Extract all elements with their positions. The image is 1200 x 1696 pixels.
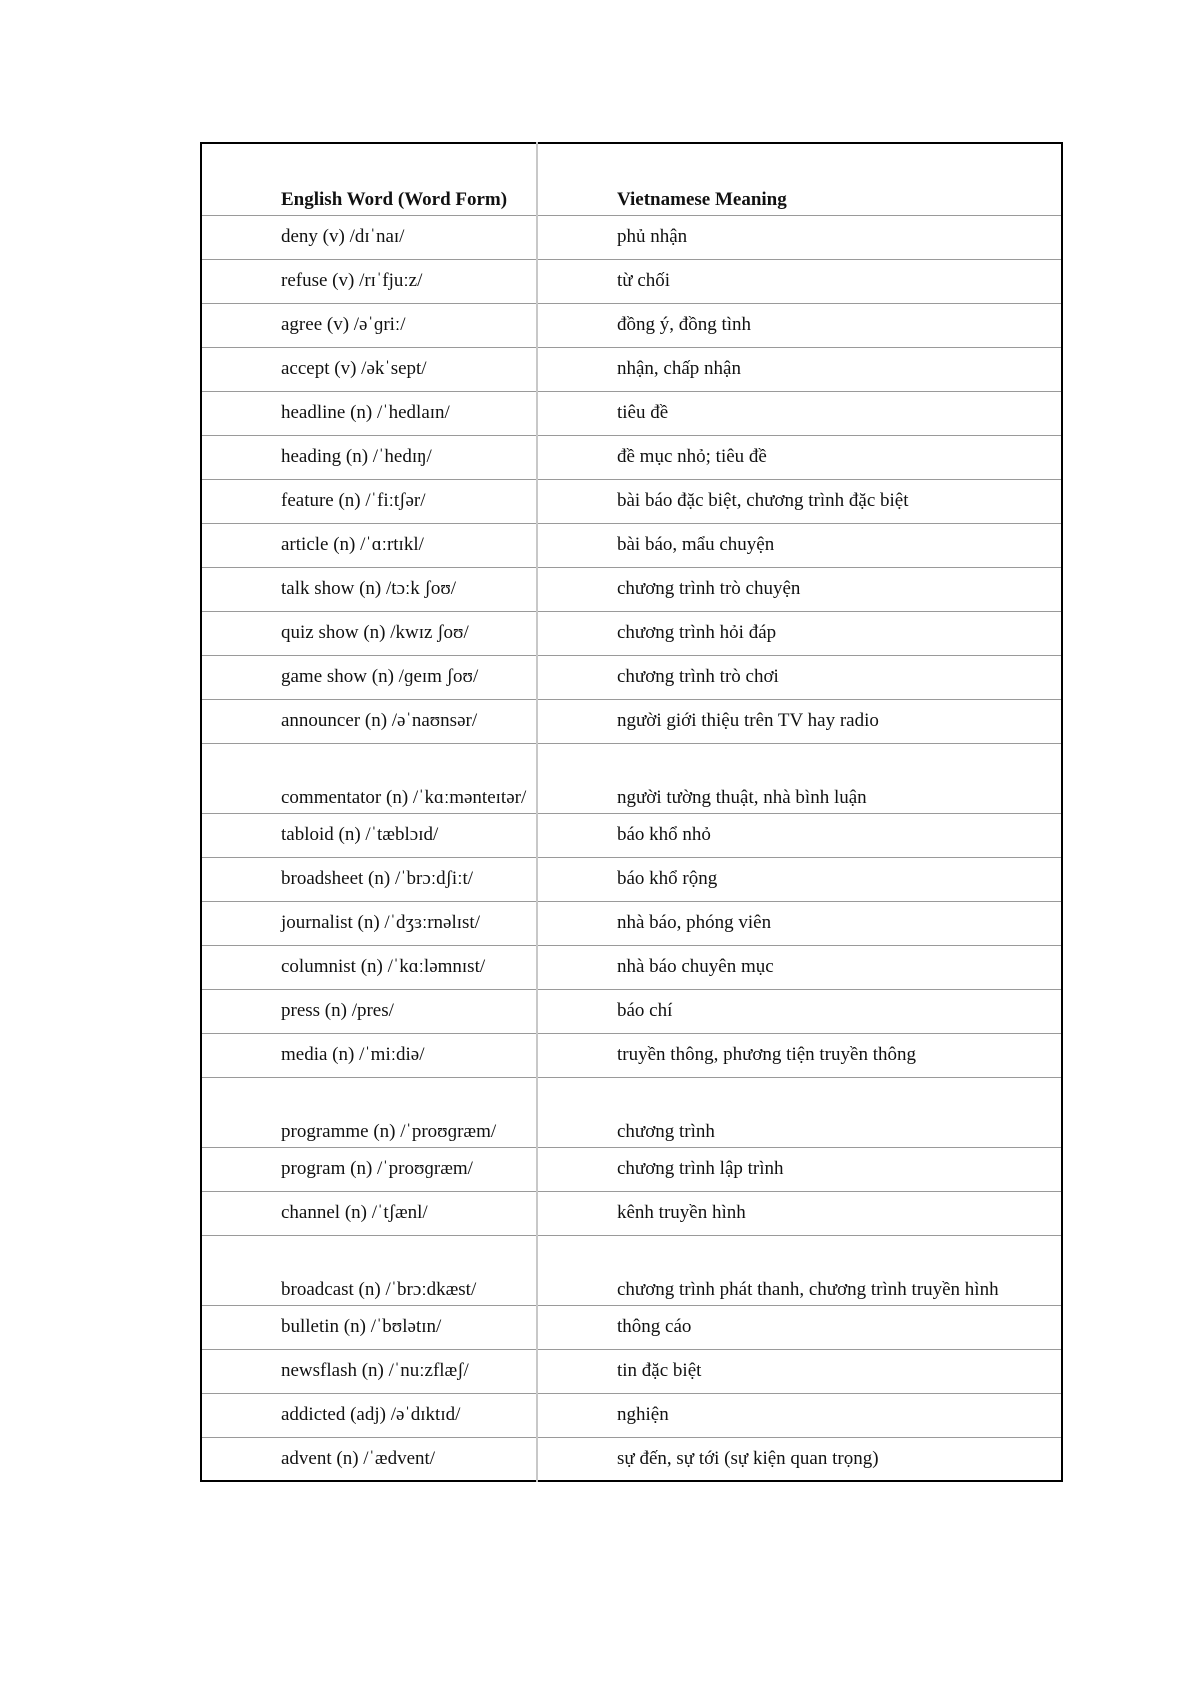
- vietnamese-meaning-text: nhận, chấp nhận: [617, 358, 741, 379]
- english-word-cell: [201, 347, 537, 391]
- english-word-text: columnist (n) /ˈkɑːləmnɪst/: [281, 956, 486, 977]
- vietnamese-meaning-cell: [537, 259, 1062, 303]
- english-word-cell: [201, 1033, 537, 1077]
- table-row: [201, 435, 1062, 479]
- vietnamese-meaning-cell: [537, 567, 1062, 611]
- english-word-cell: [201, 215, 537, 259]
- table-row: [201, 1305, 1062, 1349]
- english-word-text: announcer (n) /əˈnaʊnsər/: [281, 710, 478, 731]
- header-vietnamese-label: Vietnamese Meaning: [617, 188, 787, 210]
- english-word-text: talk show (n) /tɔːk ʃoʊ/: [281, 578, 457, 599]
- vietnamese-meaning-text: báo khổ nhỏ: [617, 824, 711, 845]
- vietnamese-meaning-text: người tường thuật, nhà bình luận: [617, 786, 867, 808]
- table-row: [201, 699, 1062, 743]
- english-word-cell: [201, 1305, 537, 1349]
- english-word-text: programme (n) /ˈproʊɡræm/: [281, 1120, 497, 1142]
- english-word-text: feature (n) /ˈfiːtʃər/: [281, 490, 426, 511]
- vietnamese-meaning-text: chương trình phát thanh, chương trình truyền hình: [617, 1278, 999, 1300]
- vietnamese-meaning-cell: [537, 1191, 1062, 1235]
- english-word-text: advent (n) /ˈædvent/: [281, 1447, 436, 1469]
- table-row: [201, 1437, 1062, 1481]
- english-word-cell: [201, 523, 537, 567]
- vietnamese-meaning-cell: [537, 303, 1062, 347]
- english-word-text: refuse (v) /rɪˈfjuːz/: [281, 270, 423, 291]
- vietnamese-meaning-cell: [537, 1305, 1062, 1349]
- vietnamese-meaning-cell: [537, 989, 1062, 1033]
- vietnamese-meaning-text: chương trình: [617, 1120, 715, 1142]
- vietnamese-meaning-cell: [537, 813, 1062, 857]
- english-word-text: game show (n) /ɡeɪm ʃoʊ/: [281, 666, 479, 687]
- vietnamese-meaning-text: báo chí: [617, 1000, 673, 1021]
- header-english-word: [201, 143, 537, 215]
- vietnamese-meaning-cell: [537, 523, 1062, 567]
- english-word-cell: [201, 1437, 537, 1481]
- vietnamese-meaning-cell: [537, 743, 1062, 813]
- header-english-label: English Word (Word Form): [281, 188, 508, 210]
- vietnamese-meaning-cell: [537, 1235, 1062, 1305]
- english-word-cell: [201, 743, 537, 813]
- english-word-cell: [201, 1235, 537, 1305]
- vietnamese-meaning-cell: [537, 1349, 1062, 1393]
- english-word-cell: [201, 391, 537, 435]
- vietnamese-meaning-text: tiêu đề: [617, 402, 669, 423]
- vietnamese-meaning-text: bài báo đặc biệt, chương trình đặc biệt: [617, 490, 909, 511]
- table-row: [201, 655, 1062, 699]
- english-word-text: channel (n) /ˈtʃænl/: [281, 1202, 428, 1223]
- english-word-cell: [201, 945, 537, 989]
- vietnamese-meaning-cell: [537, 857, 1062, 901]
- table-row: [201, 259, 1062, 303]
- english-word-cell: [201, 611, 537, 655]
- vietnamese-meaning-text: đề mục nhỏ; tiêu đề: [617, 446, 767, 467]
- vietnamese-meaning-text: chương trình trò chơi: [617, 666, 779, 687]
- vietnamese-meaning-text: chương trình hỏi đáp: [617, 622, 777, 643]
- english-word-text: broadsheet (n) /ˈbrɔːdʃiːt/: [281, 868, 474, 889]
- table-row: [201, 567, 1062, 611]
- table-header-row: [201, 143, 1062, 215]
- table-row: [201, 215, 1062, 259]
- english-word-cell: [201, 989, 537, 1033]
- english-word-cell: [201, 1349, 537, 1393]
- english-word-cell: [201, 1147, 537, 1191]
- english-word-text: program (n) /ˈproʊɡræm/: [281, 1158, 473, 1179]
- english-word-text: broadcast (n) /ˈbrɔːdkæst/: [281, 1278, 477, 1300]
- vietnamese-meaning-cell: [537, 1077, 1062, 1147]
- vietnamese-meaning-text: chương trình lập trình: [617, 1158, 784, 1179]
- vietnamese-meaning-text: kênh truyền hình: [617, 1202, 746, 1223]
- table-body: [201, 215, 1062, 1481]
- table-row: [201, 347, 1062, 391]
- vietnamese-meaning-text: từ chối: [617, 270, 671, 291]
- header-vietnamese-meaning: [537, 143, 1062, 215]
- english-word-cell: [201, 259, 537, 303]
- vietnamese-meaning-cell: [537, 435, 1062, 479]
- english-word-text: agree (v) /əˈɡriː/: [281, 314, 406, 335]
- vietnamese-meaning-text: bài báo, mẩu chuyện: [617, 534, 775, 555]
- english-word-text: press (n) /pres/: [281, 1000, 394, 1021]
- vietnamese-meaning-text: nhà báo, phóng viên: [617, 912, 772, 933]
- table-row: [201, 391, 1062, 435]
- vietnamese-meaning-cell: [537, 347, 1062, 391]
- english-word-text: journalist (n) /ˈdʒɜːrnəlɪst/: [281, 912, 480, 933]
- english-word-cell: [201, 901, 537, 945]
- table-row: [201, 901, 1062, 945]
- english-word-text: addicted (adj) /əˈdɪktɪd/: [281, 1404, 461, 1425]
- english-word-text: tabloid (n) /ˈtæblɔɪd/: [281, 824, 439, 845]
- english-word-text: accept (v) /əkˈsept/: [281, 358, 427, 379]
- english-word-text: media (n) /ˈmiːdiə/: [281, 1044, 425, 1065]
- table-row: [201, 945, 1062, 989]
- vietnamese-meaning-cell: [537, 611, 1062, 655]
- english-word-cell: [201, 813, 537, 857]
- vietnamese-meaning-text: nghiện: [617, 1404, 669, 1425]
- vietnamese-meaning-text: nhà báo chuyên mục: [617, 956, 774, 977]
- table-row: [201, 1147, 1062, 1191]
- vietnamese-meaning-text: báo khổ rộng: [617, 868, 718, 889]
- english-word-text: newsflash (n) /ˈnuːzflæʃ/: [281, 1360, 469, 1381]
- vietnamese-meaning-cell: [537, 479, 1062, 523]
- vocabulary-table: [200, 142, 1063, 1482]
- table-row: [201, 989, 1062, 1033]
- english-word-cell: [201, 655, 537, 699]
- vietnamese-meaning-cell: [537, 945, 1062, 989]
- vietnamese-meaning-text: truyền thông, phương tiện truyền thông: [617, 1044, 916, 1065]
- english-word-cell: [201, 857, 537, 901]
- english-word-text: headline (n) /ˈhedlaɪn/: [281, 402, 450, 423]
- table-row: [201, 1393, 1062, 1437]
- vietnamese-meaning-text: đồng ý, đồng tình: [617, 314, 752, 335]
- english-word-text: bulletin (n) /ˈbʊlətɪn/: [281, 1316, 442, 1337]
- english-word-text: commentator (n) /ˈkɑːmənteɪtər/: [281, 786, 527, 808]
- vietnamese-meaning-cell: [537, 655, 1062, 699]
- table-row: [201, 743, 1062, 813]
- table-row: [201, 1033, 1062, 1077]
- vietnamese-meaning-text: thông cáo: [617, 1316, 692, 1337]
- vietnamese-meaning-cell: [537, 391, 1062, 435]
- vietnamese-meaning-text: người giới thiệu trên TV hay radio: [617, 710, 879, 731]
- vietnamese-meaning-cell: [537, 1033, 1062, 1077]
- english-word-text: article (n) /ˈɑːrtɪkl/: [281, 534, 424, 555]
- english-word-text: heading (n) /ˈhedɪŋ/: [281, 446, 432, 467]
- vietnamese-meaning-cell: [537, 1437, 1062, 1481]
- table-row: [201, 1349, 1062, 1393]
- vietnamese-meaning-cell: [537, 215, 1062, 259]
- vietnamese-meaning-text: tin đặc biệt: [617, 1360, 702, 1381]
- table-row: [201, 303, 1062, 347]
- vietnamese-meaning-cell: [537, 901, 1062, 945]
- english-word-cell: [201, 567, 537, 611]
- english-word-cell: [201, 1393, 537, 1437]
- english-word-cell: [201, 435, 537, 479]
- table-row: [201, 1191, 1062, 1235]
- english-word-text: quiz show (n) /kwɪz ʃoʊ/: [281, 622, 469, 643]
- table-row: [201, 611, 1062, 655]
- table-row: [201, 479, 1062, 523]
- english-word-cell: [201, 1077, 537, 1147]
- english-word-cell: [201, 1191, 537, 1235]
- english-word-text: deny (v) /dɪˈnaɪ/: [281, 226, 405, 247]
- vietnamese-meaning-text: sự đến, sự tới (sự kiện quan trọng): [617, 1447, 879, 1469]
- vietnamese-meaning-text: chương trình trò chuyện: [617, 578, 801, 599]
- table-row: [201, 1235, 1062, 1305]
- vietnamese-meaning-cell: [537, 699, 1062, 743]
- table-row: [201, 1077, 1062, 1147]
- table-row: [201, 857, 1062, 901]
- vietnamese-meaning-text: phủ nhận: [617, 226, 688, 247]
- vietnamese-meaning-cell: [537, 1147, 1062, 1191]
- table-row: [201, 523, 1062, 567]
- vietnamese-meaning-cell: [537, 1393, 1062, 1437]
- english-word-cell: [201, 303, 537, 347]
- table-row: [201, 813, 1062, 857]
- english-word-cell: [201, 479, 537, 523]
- english-word-cell: [201, 699, 537, 743]
